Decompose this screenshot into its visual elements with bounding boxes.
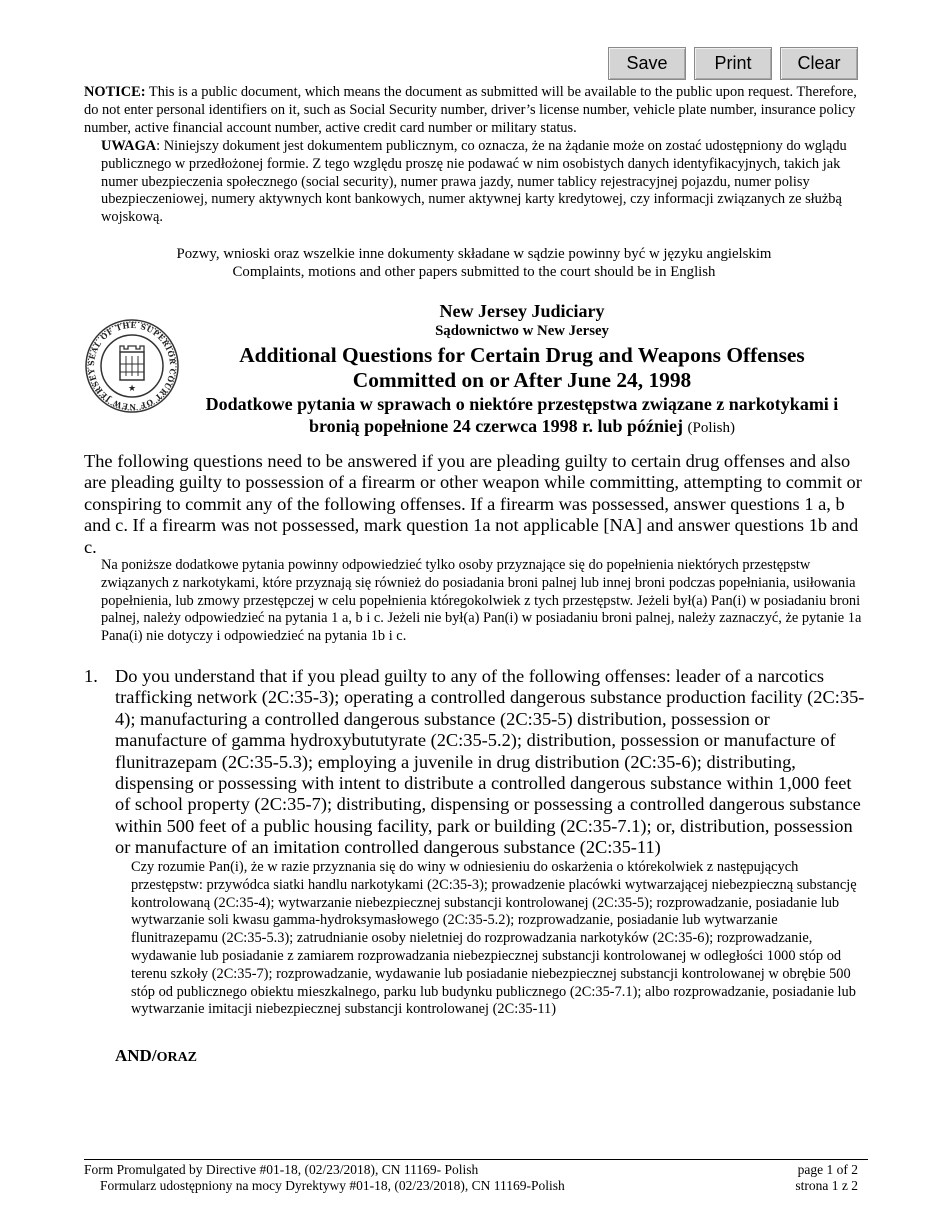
document-header bbox=[186, 300, 858, 439]
footer-divider bbox=[84, 1159, 868, 1160]
svg-text:★: ★ bbox=[127, 383, 137, 393]
question-number: 1. bbox=[84, 666, 98, 686]
question-1-text: Do you understand that if you plead guilty to any of the following offenses: leader of a narcotics trafficking network (2C:35-3); operating a controlled dangerous substance production facility (2C:35-4); manufacturing a controlled dangerous substance (2C:35-5) distribution, possession or manufacture of gamma hydroxybututyrate (2C:35-5.2); distribution, possession or manufacture of flunitrazepam (2C:35-5.3); employing a juvenile in drug distribution (2C:35-6); distributing, dispensing or possessing with intent to distribute a controlled dangerous substance within 1,000 feet of school property (2C:35-7); distributing, dispensing or possessing a controlled dangerous substance within 500 feet of a public housing facility, park or building (2C:35-7.1); or, distribution, possession or manufacture of an imitation controlled dangerous substance (2C:35-11) bbox=[115, 666, 865, 858]
uwaga-label: UWAGA bbox=[101, 138, 157, 154]
language-requirement-note bbox=[84, 245, 864, 281]
footer-form-info bbox=[84, 1162, 565, 1194]
print-button[interactable]: Print bbox=[694, 47, 772, 80]
form-toolbar bbox=[608, 47, 858, 80]
organization-name: New Jersey Judiciary bbox=[439, 301, 605, 321]
language-note-polish: Pozwy, wnioski oraz wszelkie inne dokumenty składane w sądzie powinny być w języku angielskim bbox=[176, 246, 772, 262]
and-polish: ORAZ bbox=[156, 1050, 198, 1065]
page-number: page 1 of 2 bbox=[797, 1162, 858, 1177]
title-polish-text: Dodatkowe pytania w sprawach o niektóre przestępstwa związane z narkotykami i bronią popełnione 24 czerwca 1998 r. lub później bbox=[205, 394, 839, 436]
question-1-text-polish: Czy rozumie Pan(i), że w razie przyznania się do winy w odniesieniu do oskarżenia o którekolwiek z następujących przestępstw: przywódca siatki handlu narkotykami (2C:35-3); prowadzenie placówki wytwarzającej niebezpieczną substancję kontrolowaną (2C:35-4); wytwarzanie niebezpiecznej substancji kontrolowanej (2C:35-5); rozprowadzanie, posiadanie lub wytwarzanie soli kwasu gamma-hydroksymasłowego (2C:35-5.2); rozprowadzanie, posiadanie lub wytwarzanie flunitrazepamu (2C:35-5.3); zatrudnianie osoby nieletniej do rozprowadzania narkotyków (2C:35-6); rozprowadzanie, wydawanie lub posiadanie z zamiarem rozprowadzania niebezpiecznej substancji kontrolowanej w odległości 1000 stóp od terenu szkoły (2C:35-7); rozprowadzanie, wydawanie lub posiadanie niebezpiecznej substancji kontrolowanej w obrębie 500 stóp od publicznego obiektu mieszkalnego, parku lub budynku publicznego (2C:35-7.1); albo rozprowadzanie, posiadanie lub wytwarzanie imitacji niebezpiecznej substancji kontrolowanej (2C:35-11) bbox=[131, 859, 857, 1018]
and-conjunction bbox=[115, 1046, 197, 1066]
form-promulgation-line: Form Promulgated by Directive #01-18, (02/23/2018), CN 11169- Polish bbox=[84, 1162, 479, 1177]
seal-lettering: SEAL OF THE SUPERIOR COURT OF NEW JERSEY bbox=[86, 320, 178, 412]
page-title-polish bbox=[186, 393, 858, 439]
language-label: (Polish) bbox=[687, 420, 736, 436]
save-button[interactable]: Save bbox=[608, 47, 686, 80]
page-number-polish: strona 1 z 2 bbox=[795, 1178, 858, 1193]
organization-name-polish: Sądownictwo w New Jersey bbox=[435, 323, 609, 339]
title-line-1: Additional Questions for Certain Drug and Weapons Offenses bbox=[239, 343, 805, 367]
instructions-paragraph: The following questions need to be answered if you are pleading guilty to certain drug offenses and also are pleading guilty to possession of a firearm or other weapon while committing, attempting to commit or conspiring to commit any of the following offenses. If a firearm was possessed, answer questions 1 a, b and c. If a firearm was not possessed, mark question 1a not applicable [NA] and answer questions 1b and c. bbox=[84, 451, 862, 557]
uwaga-text: : Niniejszy dokument jest dokumentem publicznym, co oznacza, że na żądanie może on zostać udostępniony do wglądu publicznego w przedłożonej formie. Z tego względu proszę nie podawać w nim osobistych danych identyfikacyjnych, takich jak numer ubezpieczenia społecznego (social security), numer prawa jazdy, numer tablicy rejestracyjnej pojazdu, numer polisy ubezpieczeniowej, numery aktywnych kont bankowych, numer aktywnej karty kredytowej, czy informacji związanych ze służbą wojskową. bbox=[101, 138, 847, 226]
court-seal-icon bbox=[84, 318, 180, 414]
notice-text: This is a public document, which means the document as submitted will be available to the public upon request. Therefore, do not enter personal identifiers on it, such as Social Security number, driver’s license number, vehicle plate number, insurance policy number, active financial account number, active credit card number or military status. bbox=[84, 84, 857, 136]
footer-page-info bbox=[795, 1162, 858, 1194]
instructions-paragraph-polish: Na poniższe dodatkowe pytania powinny odpowiedzieć tylko osoby przyznające się do popełnienia niektórych przestępstw związanych z narkotykami, które przyznają się również do posiadania broni palnej lub innej broni podczas popełniania, usiłowania popełnienia, lub zmowy przestępczej w celu popełnienia któregokolwiek z tych przestępstw. Jeżeli był(a) Pan(i) w posiadaniu broni palnej, należy odpowiedzieć na pytania 1 a, b i c. Jeżeli nie był(a) Pan(i) w posiadaniu broni palnej, należy zaznaczyć, że pytanie 1a Pana(i) nie dotyczy i odpowiedzieć na pytania 1b i c. bbox=[101, 557, 862, 645]
language-note-english: Complaints, motions and other papers submitted to the court should be in English bbox=[232, 264, 716, 280]
notice-paragraph-polish bbox=[101, 138, 869, 227]
page-title bbox=[186, 343, 858, 393]
notice-label: NOTICE: bbox=[84, 84, 146, 100]
notice-paragraph bbox=[84, 84, 864, 137]
and-english: AND/ bbox=[115, 1046, 157, 1065]
title-line-2: Committed on or After June 24, 1998 bbox=[352, 368, 692, 392]
clear-button[interactable]: Clear bbox=[780, 47, 858, 80]
form-promulgation-line-polish: Formularz udostępniony na mocy Dyrektywy #01-18, (02/23/2018), CN 11169-Polish bbox=[100, 1178, 565, 1193]
